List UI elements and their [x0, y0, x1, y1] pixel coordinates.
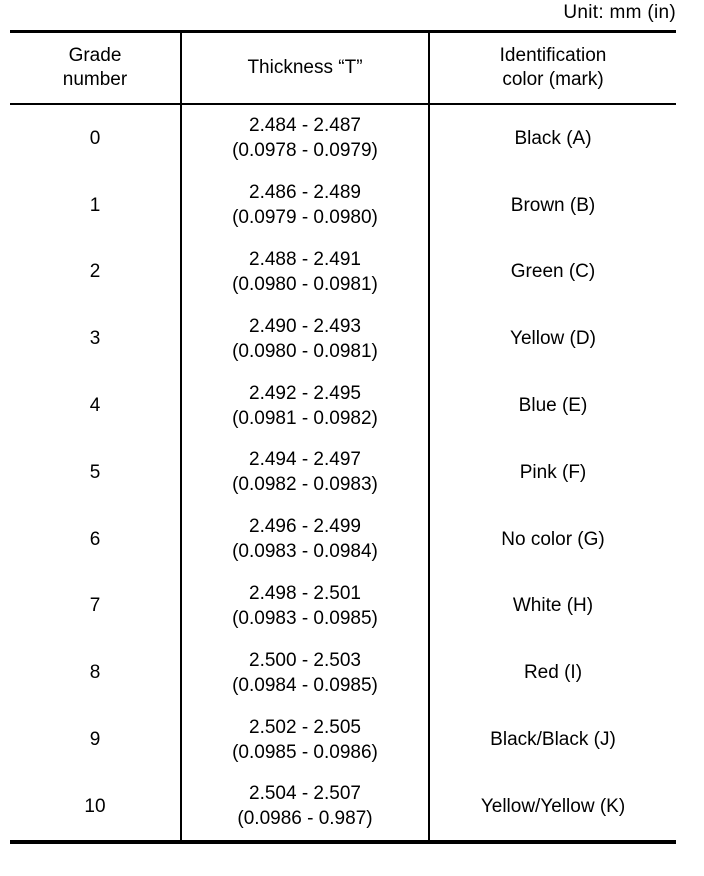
grade-number-cell: 1	[10, 172, 182, 239]
header-grade-line1: Grade	[68, 45, 122, 66]
table-row	[10, 773, 676, 840]
identification-color-cell: Black/Black (J)	[490, 729, 616, 751]
identification-color-cell: Blue (E)	[518, 395, 588, 417]
thickness-cell	[182, 573, 430, 640]
thickness-cell	[182, 773, 430, 840]
thickness-cell	[182, 639, 430, 706]
table-row	[10, 105, 676, 172]
thickness-mm: 2.486 - 2.489	[249, 182, 361, 204]
thickness-inch: (0.0982 - 0.0983)	[232, 474, 378, 496]
thickness-mm: 2.484 - 2.487	[249, 115, 361, 137]
thickness-cell	[182, 239, 430, 306]
thickness-inch: (0.0985 - 0.0986)	[232, 741, 378, 763]
grade-number-cell: 3	[10, 305, 182, 372]
thickness-inch: (0.0979 - 0.0980)	[232, 207, 378, 229]
identification-color-cell: Pink (F)	[519, 461, 587, 483]
grade-thickness-table	[10, 30, 676, 844]
thickness-mm: 2.496 - 2.499	[249, 516, 361, 538]
thickness-mm: 2.504 - 2.507	[249, 783, 361, 805]
identification-color-cell: No color (G)	[501, 528, 605, 550]
thickness-mm: 2.492 - 2.495	[249, 382, 361, 404]
table-row	[10, 573, 676, 640]
thickness-mm: 2.490 - 2.493	[249, 315, 361, 337]
thickness-inch: (0.0980 - 0.0981)	[232, 273, 378, 295]
thickness-mm: 2.500 - 2.503	[249, 649, 361, 671]
thickness-cell	[182, 172, 430, 239]
identification-color-cell: Yellow (D)	[510, 328, 596, 350]
grade-number-cell: 10	[10, 773, 182, 840]
table-row	[10, 372, 676, 439]
identification-color-cell: White (H)	[512, 595, 594, 617]
table-row	[10, 305, 676, 372]
table-row	[10, 439, 676, 506]
identification-color-cell: Brown (B)	[510, 194, 596, 216]
grade-number-cell: 2	[10, 239, 182, 306]
thickness-inch: (0.0980 - 0.0981)	[232, 340, 378, 362]
thickness-inch: (0.0983 - 0.0984)	[232, 541, 378, 563]
grade-number-cell: 0	[10, 105, 182, 172]
unit-label: Unit: mm (in)	[563, 2, 676, 23]
thickness-inch: (0.0978 - 0.0979)	[232, 140, 378, 162]
table-row	[10, 172, 676, 239]
identification-color-cell: Green (C)	[510, 261, 596, 283]
table-row	[10, 639, 676, 706]
thickness-inch: (0.0986 - 0.987)	[237, 808, 373, 830]
grade-number-cell: 7	[10, 573, 182, 640]
header-identification-color	[430, 33, 676, 103]
thickness-cell	[182, 105, 430, 172]
identification-color-cell: Red (I)	[523, 662, 583, 684]
thickness-cell	[182, 305, 430, 372]
thickness-inch: (0.0983 - 0.0985)	[232, 607, 378, 629]
grade-number-cell: 9	[10, 706, 182, 773]
table-row	[10, 506, 676, 573]
thickness-inch: (0.0981 - 0.0982)	[232, 407, 378, 429]
thickness-mm: 2.488 - 2.491	[249, 248, 361, 270]
thickness-cell	[182, 439, 430, 506]
table-row	[10, 706, 676, 773]
header-grade-line2: number	[62, 69, 128, 90]
table-header-row	[10, 33, 676, 103]
thickness-mm: 2.498 - 2.501	[249, 582, 361, 604]
header-thickness-label: Thickness “T”	[247, 57, 363, 78]
thickness-cell	[182, 506, 430, 573]
grade-number-cell: 8	[10, 639, 182, 706]
thickness-inch: (0.0984 - 0.0985)	[232, 674, 378, 696]
identification-color-cell: Yellow/Yellow (K)	[480, 795, 626, 817]
grade-number-cell: 5	[10, 439, 182, 506]
grade-number-cell: 6	[10, 506, 182, 573]
table-row	[10, 239, 676, 306]
thickness-cell	[182, 372, 430, 439]
grade-number-cell: 4	[10, 372, 182, 439]
identification-color-cell: Black (A)	[514, 127, 592, 149]
thickness-cell	[182, 706, 430, 773]
header-color-line2: color (mark)	[502, 69, 604, 90]
table-bottom-rule	[10, 840, 676, 844]
header-grade-number	[10, 33, 182, 103]
thickness-mm: 2.494 - 2.497	[249, 449, 361, 471]
header-color-line1: Identification	[499, 45, 607, 66]
thickness-mm: 2.502 - 2.505	[249, 716, 361, 738]
header-thickness	[182, 33, 430, 103]
table-body	[10, 105, 676, 840]
